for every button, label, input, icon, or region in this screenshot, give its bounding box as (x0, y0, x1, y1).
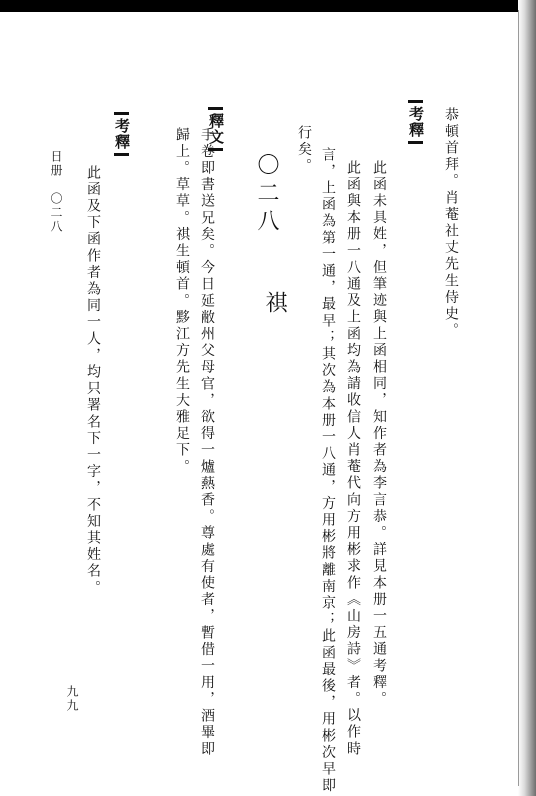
book-spine-edge (518, 10, 519, 786)
heading-kaoshi-second: 考釋 (114, 112, 129, 156)
transcription-line-1: 手卷即書送兄矣。今日延敝州父母官，欲得一爐爇香。尊處有使者，暫借一用，酒畢即 (199, 127, 215, 758)
commentary-line-3: 言，上函為第一通，最早；其次為本册一八通，方用彬將離南京；此函最後，用彬次早即 (320, 147, 336, 795)
closing-line: 恭頓首拜。肖菴社丈先生侍史。 (443, 107, 459, 340)
commentary-line-4: 行矣。 (296, 125, 312, 175)
letter-number: 〇二八 (254, 153, 279, 237)
page-number: 九九 (65, 685, 79, 713)
commentary-line-2: 此函與本册一八通及上函均為請收信人肖菴代向方用彬求作《山房詩》者。以作時 (345, 160, 361, 758)
transcription-line-2: 歸上。草草。祺生頓首。黟江方先生大雅足下。 (174, 127, 190, 476)
book-spine-shadow (518, 0, 536, 796)
running-footer: 日册 〇二八 (49, 150, 63, 234)
commentary-line-1: 此函未具姓，但筆迹與上函相同，知作者為李言恭。詳見本册一五通考釋。 (371, 160, 387, 708)
scan-top-border (0, 0, 536, 12)
commentary-2-line-1: 此函及下函作者為同一人，均只署名下一字，不知其姓名。 (85, 165, 101, 597)
signature-character: 祺 (262, 291, 287, 319)
heading-kaoshi-first: 考釋 (408, 100, 423, 144)
heading-shiwen: 釋文 (208, 107, 223, 151)
